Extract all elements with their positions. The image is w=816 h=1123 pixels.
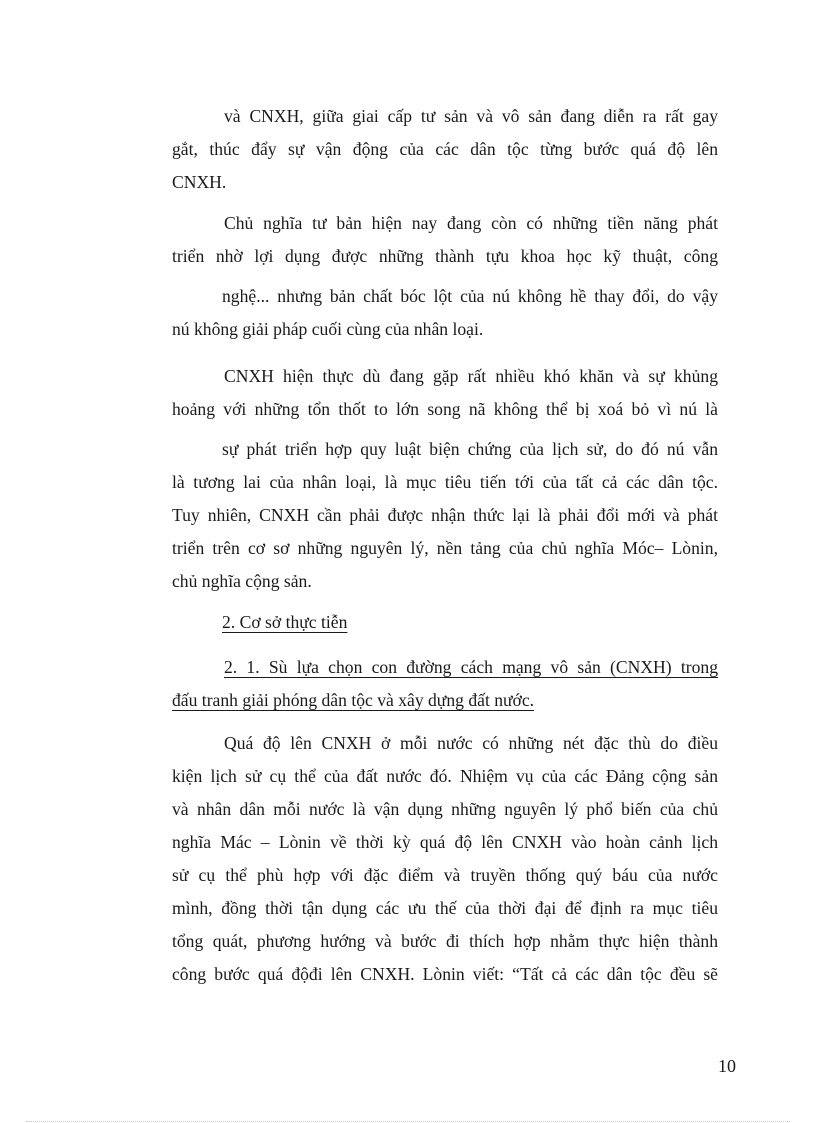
- paragraph-line: là tương lai của nhân loại, là mục tiêu tiến tới của tất cả các dân tộc.: [172, 472, 718, 492]
- paragraph-line: hoảng với những tổn thốt to lớn song nã không thể bị xoá bỏ vì nú là: [172, 399, 718, 419]
- subsection-heading: 2. 1. Sù lựa chọn con đường cách mạng vô sản (CNXH) trong: [224, 657, 718, 677]
- paragraph-line: gắt, thúc đẩy sự vận động của các dân tộc từng bước quá độ lên: [172, 139, 718, 159]
- page-bottom-border: [26, 1121, 790, 1122]
- paragraph-line: Tuy nhiên, CNXH cần phải được nhận thức lại là phải đổi mới và phát: [172, 505, 718, 525]
- paragraph-line: triển trên cơ sơ những nguyên lý, nền tảng của chủ nghĩa Móc– Lònin,: [172, 538, 718, 558]
- paragraph-line: chủ nghĩa cộng sản.: [172, 571, 312, 591]
- paragraph-line: nghệ... nhưng bản chất bóc lột của nú không hề thay đổi, do vậy: [222, 286, 718, 306]
- paragraph-line: CNXH.: [172, 172, 227, 192]
- paragraph-line: công bước quá độđi lên CNXH. Lònin viết: “Tất cả các dân tộc đều sẽ: [172, 964, 718, 984]
- paragraph-line: Chủ nghĩa tư bản hiện nay đang còn có những tiền năng phát: [224, 213, 718, 233]
- paragraph-line: và nhân dân mỗi nước là vận dụng những nguyên lý phổ biến của chủ: [172, 799, 718, 819]
- paragraph-line: mình, đồng thời tận dụng các ưu thế của thời đại để định ra mục tiêu: [172, 898, 718, 918]
- paragraph-line: sử cụ thể phù hợp với đặc điểm và truyền thống quý báu của nước: [172, 865, 718, 885]
- paragraph-line: CNXH hiện thực dù đang gặp rất nhiều khó khăn và sự khủng: [224, 366, 718, 386]
- page-number: 10: [718, 1056, 736, 1076]
- section-heading: 2. Cơ sở thực tiễn: [222, 612, 348, 632]
- paragraph-line: nú không giải pháp cuối cùng của nhân loại.: [172, 319, 484, 339]
- paragraph-line: và CNXH, giữa giai cấp tư sản và vô sản đang diễn ra rất gay: [224, 106, 718, 126]
- paragraph-line: sự phát triển hợp quy luật biện chứng của lịch sử, do đó nú vẫn: [222, 439, 718, 459]
- paragraph-line: tổng quát, phương hướng và bước đi thích hợp nhằm thực hiện thành: [172, 931, 718, 951]
- subsection-heading: đấu tranh giải phóng dân tộc và xây dựng đất nước.: [172, 690, 535, 710]
- paragraph-line: nghĩa Mác – Lònin về thời kỳ quá độ lên CNXH vào hoàn cảnh lịch: [172, 832, 718, 852]
- paragraph-line: kiện lịch sử cụ thể của đất nước đó. Nhiệm vụ của các Đảng cộng sản: [172, 766, 718, 786]
- paragraph-line: triển nhờ lợi dụng được những thành tựu khoa học kỹ thuật, công: [172, 246, 718, 266]
- paragraph-line: Quá độ lên CNXH ở mỗi nước có những nét đặc thù do điều: [224, 733, 718, 753]
